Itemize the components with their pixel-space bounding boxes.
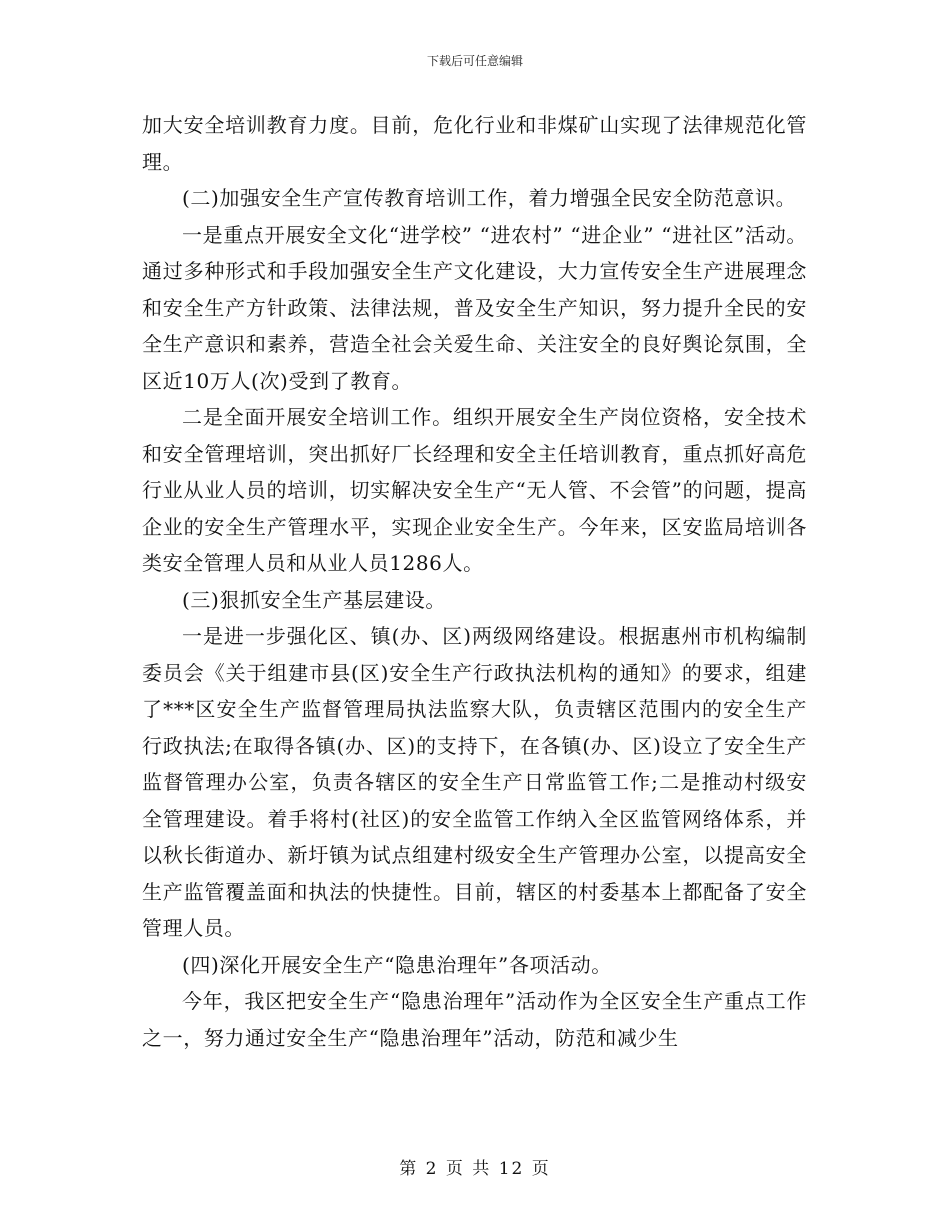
paragraph: 今年，我区把安全生产“隐患治理年”活动作为全区安全生产重点工作之一，努力通过安全生产“隐患治理年”活动，防范和减少生 (142, 989, 807, 1050)
paragraph: 一是进一步强化区、镇(办、区)两级网络建设。根据惠州市机构编制委员会《关于组建市县(区)安全生产行政执法机构的通知》的要求，组建了***区安全生产监督管理局执法监察大队，负责辖区范围内的安全生产行政执法;在取得各镇(办、区)的支持下，在各镇(办、区)设立了安全生产监督管理办公室，负责各辖区的安全生产日常监管工作;二是推动村级安全管理建设。着手将村(社区)的安全监管工作纳入全区监管网络体系，并以秋长街道办、新圩镇为试点组建村级安全生产管理办公室，以提高安全生产监管覆盖面和执法的快捷性。目前，辖区的村委基本上都配备了安全管理人员。 (142, 624, 807, 940)
paragraph: 二是全面开展安全培训工作。组织开展安全生产岗位资格，安全技术和安全管理培训，突出抓好厂长经理和安全主任培训教育，重点抓好高危行业从业人员的培训，切实解决安全生产“无人管、不会管”的问题，提高企业的安全生产管理水平，实现企业安全生产。今年来，区安监局培训各类安全管理人员和从业人员1286人。 (142, 405, 807, 575)
page-footer: 第 2 页 共 12 页 (399, 1159, 551, 1179)
paragraph: 加大安全培训教育力度。目前，危化行业和非煤矿山实现了法律规范化管理。 (142, 113, 807, 174)
page-header: 下载后可任意编辑 (426, 54, 523, 68)
paragraph: (二)加强安全生产宣传教育培训工作，着力增强全民安全防范意识。 (182, 186, 797, 210)
paragraph: 一是重点开展安全文化“进学校” “进农村” “进企业” “进社区”活动。 通过多种形式和手段加强安全生产文化建设，大力宣传安全生产进展理念和安全生产方针政策、法律法规，普及安全生产知识，努力提升全民的安全生产意识和素养，营造全社会关爱生命、关注安全的良好舆论氛围，全区近10万人(次)受到了教育。 (142, 222, 807, 393)
section-heading: (四)深化开展安全生产“隐患治理年”各项活动。 (182, 952, 612, 977)
document-body (142, 107, 807, 1056)
section-heading: (三)狠抓安全生产基层建设。 (182, 587, 447, 612)
